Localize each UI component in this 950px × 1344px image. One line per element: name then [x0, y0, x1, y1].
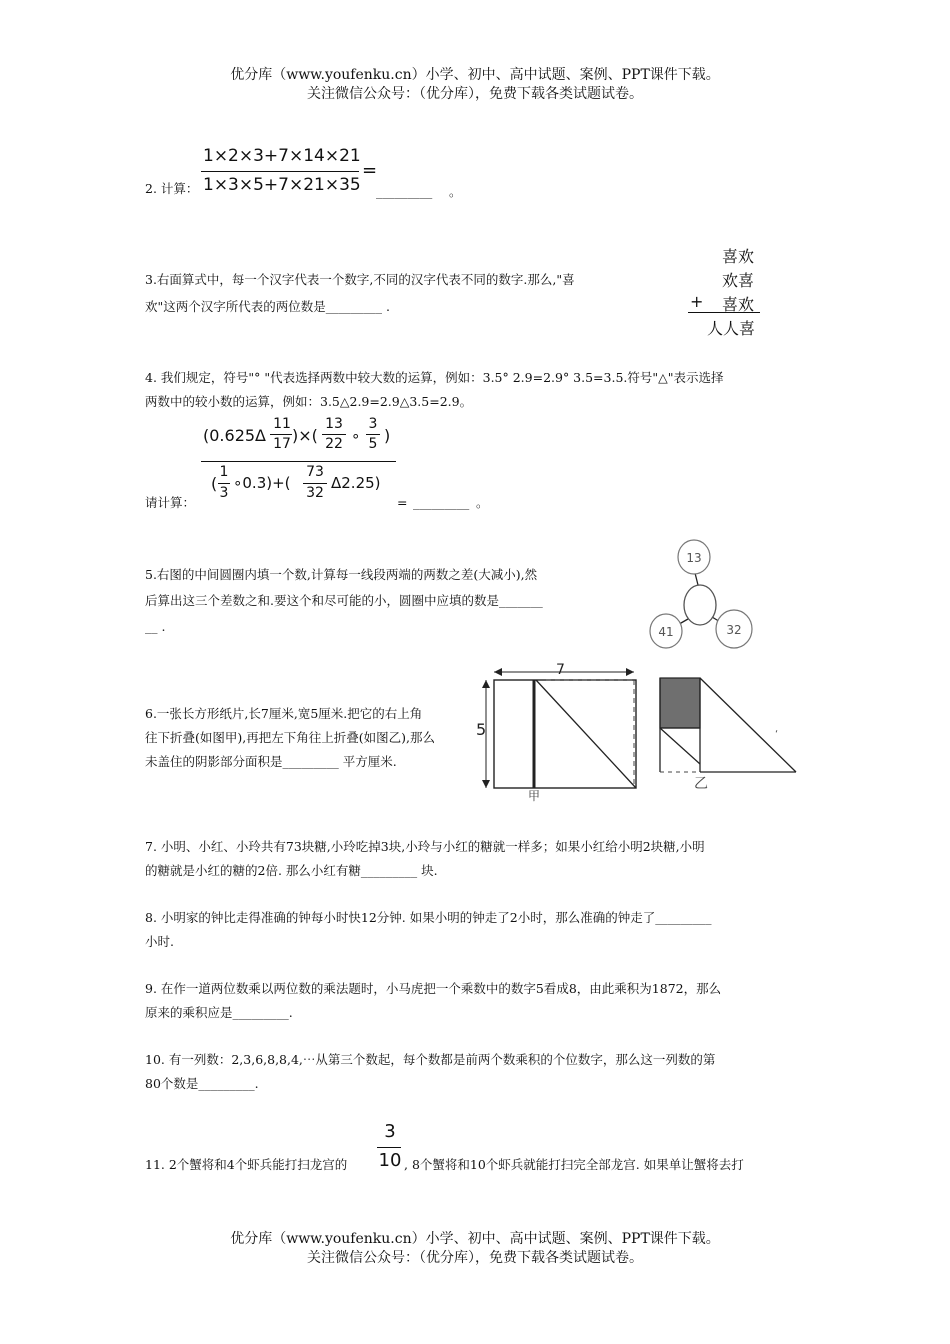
footer-line-1: 优分库（www.youfenku.cn）小学、初中、高中试题、案例、PPT课件下载。	[230, 1231, 720, 1247]
q11-frac-bot: 10	[378, 1150, 402, 1171]
q3-line-2: 欢"这两个汉字所代表的两位数是_________ .	[145, 299, 390, 314]
q5-label-top: 13	[686, 551, 702, 565]
q3-add-result: 人人喜	[707, 319, 756, 338]
q4-num-part-b: )×(	[292, 426, 318, 445]
q4-den-frac1-bot: 3	[219, 485, 229, 501]
q2-denominator: 1×3×5+7×21×35	[203, 175, 361, 195]
q4-num-frac2-bot: 22	[325, 436, 343, 452]
q4-num-frac3-top: 3	[368, 416, 378, 432]
q7-line-1: 7. 小明、小红、小玲共有73块糖,小玲吃掉3块,小玲与小红的糖就一样多；如果小红给小明2块糖,小明	[145, 839, 705, 854]
q6-width-arrow-head-left	[494, 668, 502, 676]
q5-line-3: __ .	[145, 619, 166, 634]
q4-num-frac1-top: 11	[273, 416, 291, 432]
q4-den-frac2-bot: 32	[306, 485, 324, 501]
q2-numerator: 1×2×3+7×14×21	[203, 146, 361, 166]
q2-fraction-bar	[201, 171, 359, 172]
q2-end: 。	[449, 184, 462, 199]
header-line-2: 关注微信公众号：（优分库），免费下载各类试题试卷。	[307, 86, 643, 102]
q6-folding-diagrams	[470, 662, 810, 802]
q4-den-part-c: Δ2.25)	[331, 474, 381, 492]
q4-den-frac1-top: 1	[219, 464, 229, 480]
q4-end: 。	[476, 495, 489, 510]
q6-small-mark: ‘	[775, 729, 779, 740]
q11-part-1: 11. 2个蟹将和4个虾兵能打扫龙宫的	[145, 1157, 348, 1172]
q5-circle-center	[684, 585, 716, 625]
q10-line-1: 10. 有一列数：2,3,6,8,8,4,⋯从第三个数起，每个数都是前两个数乘积的个位数字，那么这一列数的第	[145, 1052, 716, 1067]
q6-label-jia: 甲	[528, 789, 541, 802]
q8-line-2: 小时.	[145, 934, 174, 949]
q9-line-1: 9. 在作一道两位数乘以两位数的乘法题时，小马虎把一个乘数中的数字5看成8，由此乘积为1872，那么	[145, 981, 722, 996]
q8-line-1: 8. 小明家的钟比走得准确的钟每小时快12分钟. 如果小明的钟走了2小时，那么准确的钟走了_________	[145, 910, 712, 925]
q4-den-frac1-bar	[218, 483, 230, 484]
q2-answer-blank: _________	[376, 184, 433, 199]
q3-add-row-2: 欢喜	[722, 271, 755, 290]
q7-line-2: 的糖就是小红的糖的2倍. 那么小红有糖_________ 块.	[145, 863, 438, 878]
q4-equals: =	[397, 495, 408, 510]
q4-num-part-d: )	[384, 426, 391, 445]
q4-answer-blank: _________	[413, 495, 470, 510]
q5-label-right: 32	[726, 623, 742, 637]
q5-label-left: 41	[658, 625, 674, 639]
q4-num-part-c: ∘	[351, 427, 361, 445]
footer-line-2: 关注微信公众号：（优分库），免费下载各类试题试卷。	[307, 1250, 643, 1266]
q4-den-part-b: ∘0.3)+(	[233, 474, 291, 492]
q4-main-fraction-bar	[201, 461, 396, 462]
q6-height-label: 5	[476, 720, 487, 739]
q4-den-frac2-top: 73	[306, 464, 324, 480]
q6-figure-jia	[476, 662, 636, 802]
q6-width-arrow-head-right	[626, 668, 634, 676]
q6-shaded-region	[660, 678, 700, 728]
q5-circle-diagram	[640, 535, 780, 655]
q3-add-row-1: 喜欢	[722, 247, 755, 266]
q4-num-frac2-top: 13	[325, 416, 343, 432]
q6-rectangle	[494, 680, 636, 788]
q6-line-1: 6.一张长方形纸片,长7厘米,宽5厘米.把它的右上角	[145, 706, 423, 721]
q11-part-2: , 8个蟹将和10个虾兵就能打扫完全部龙宫. 如果单让蟹将去打	[404, 1157, 744, 1172]
q4-num-frac3-bar	[366, 434, 380, 435]
q3-sum-line	[688, 312, 760, 313]
q3-line-1: 3.右面算式中，每一个汉字代表一个数字,不同的汉字代表不同的数字.那么,"喜	[145, 272, 575, 287]
q4-prompt: 请计算：	[145, 495, 196, 510]
q6-diagonal-fold	[536, 680, 636, 788]
q4-line-2: 两数中的较小数的运算，例如：3.5△2.9=2.9△3.5=2.9。	[145, 394, 473, 409]
q4-num-frac1-bar	[270, 434, 292, 435]
q4-num-part-a: (0.625Δ	[203, 426, 266, 445]
q6-line-3: 未盖住的阴影部分面积是_________ 平方厘米.	[145, 754, 397, 769]
q3-add-row-3: 喜欢	[722, 295, 755, 314]
q10-line-2: 80个数是_________.	[145, 1076, 259, 1091]
header-line-1: 优分库（www.youfenku.cn）小学、初中、高中试题、案例、PPT课件下载。	[230, 67, 720, 83]
q6-folded-diagonal	[660, 728, 700, 764]
q3-plus-sign: +	[690, 292, 704, 311]
q6-figure-yi	[660, 678, 796, 792]
q4-num-frac1-bot: 17	[273, 436, 291, 452]
q6-width-label: 7	[556, 662, 565, 678]
q9-line-2: 原来的乘积应是_________.	[145, 1005, 293, 1020]
q6-height-arrow-head-top	[482, 680, 490, 688]
q6-height-arrow-head-bottom	[482, 780, 490, 788]
q5-line-1: 5.右图的中间圆圈内填一个数,计算每一线段两端的两数之差(大减小),然	[145, 567, 538, 582]
q11-frac-bar	[377, 1147, 401, 1148]
q11-frac-top: 3	[384, 1121, 396, 1142]
q4-line-1: 4. 我们规定，符号"° "代表选择两数中较大数的运算，例如：3.5° 2.9=2.9° 3.5=3.5.符号"△"表示选择	[145, 370, 724, 385]
q6-line-2: 往下折叠(如图甲),再把左下角往上折叠(如图乙),那么	[145, 730, 435, 745]
q2-label: 2. 计算：	[145, 181, 199, 196]
q6-label-yi: 乙	[694, 776, 708, 792]
q4-den-part-a: (	[211, 474, 218, 493]
q2-equals: =	[362, 160, 378, 181]
q4-num-frac2-bar	[322, 434, 346, 435]
q6-diagonal-edge	[700, 678, 796, 772]
q4-num-frac3-bot: 5	[368, 436, 378, 452]
q5-line-2: 后算出这三个差数之和.要这个和尽可能的小，圆圈中应填的数是_______	[145, 593, 543, 608]
q4-den-frac2-bar	[303, 483, 327, 484]
